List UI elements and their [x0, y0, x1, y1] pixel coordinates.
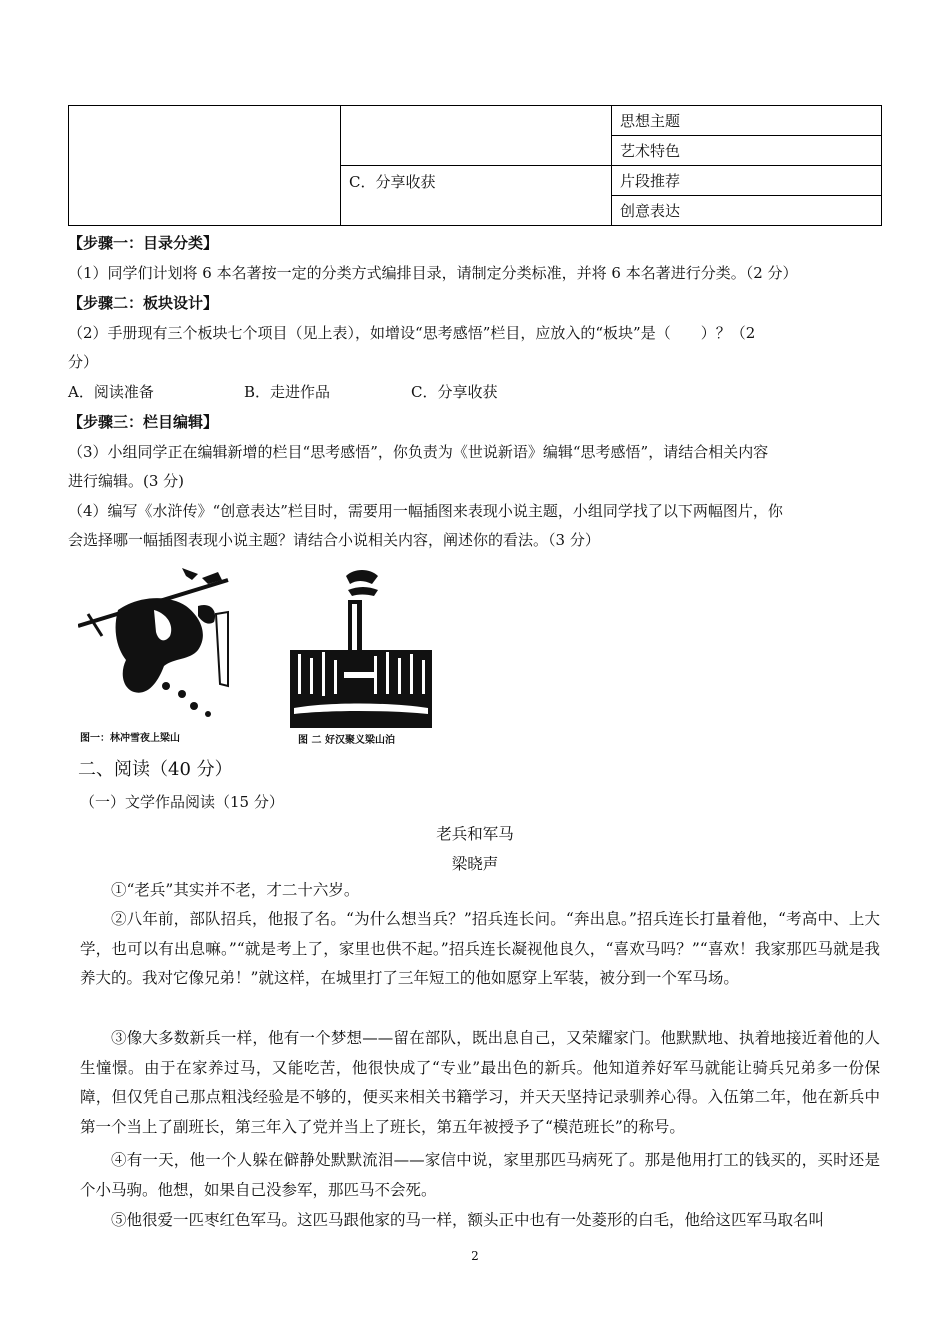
- caption-1: 图一：林冲雪夜上梁山: [80, 733, 180, 744]
- question-2-line1: （2）手册现有三个板块七个项目（见上表），如增设“思考感悟”栏目，应放入的“板块”是（ ）？（2: [68, 324, 756, 342]
- question-3-line1: （3）小组同学正在编辑新增的栏目“思考感悟”，你负责为《世说新语》编辑“思考感悟”，请结合相关内容: [68, 443, 769, 461]
- table-section-cell: [341, 106, 612, 166]
- paragraph-4: ④有一天，他一个人躲在僻静处默默流泪——家信中说，家里那匹马病死了。那是他用打工的钱买的，买时还是个小马驹。他想，如果自己没参军，那匹马不会死。: [80, 1151, 880, 1199]
- table-item-cell: 思想主题: [612, 106, 882, 136]
- step1-title: 【步骤一：目录分类】: [68, 234, 219, 252]
- article-author: 梁晓声: [451, 855, 499, 873]
- table-section-c: C．分享收获: [341, 166, 612, 226]
- paragraph-2: ②八年前，部队招兵，他报了名。“为什么想当兵？”招兵连长问。“奔出息。”招兵连长打量着他，“考高中、上大学，也可以有出息嘛。”“就是考上了，家里也供不起。”招兵连长凝视他良久，“喜欢马吗？”“喜欢！我家那匹马就是我养大的。我对它像兄弟！”就这样，在城里打了三年短工的他如愿穿上军装，被分到一个军马场。: [80, 910, 880, 987]
- table-empty-cell: [69, 106, 341, 226]
- option-b: B．走进作品: [244, 383, 331, 401]
- paragraph-3: ③像大多数新兵一样，他有一个梦想——留在部队，既出息自己，又荣耀家门。他默默地、执着地接近着他的人生憧憬。由于在家养过马，又能吃苦，他很快成了“专业”最出色的新兵。他知道养好军马就能让骑兵兄弟多一份保障，但仅凭自己那点粗浅经验是不够的，便买来相关书籍学习，并天天坚持记录驯养心得。入伍第二年，他在新兵中第一个当上了副班长，第三年入了党并当上了班长，第五年被授予了“模范班长”的称号。: [80, 1029, 880, 1136]
- question-4-line2: 会选择哪一幅插图表现小说主题？请结合小说相关内容，阐述你的看法。（3 分）: [68, 531, 600, 549]
- table-item-cell: 创意表达: [612, 196, 882, 226]
- section-title: 二、阅读（40 分）: [78, 759, 233, 780]
- caption-2: 图 二 好汉聚义梁山泊: [298, 735, 395, 746]
- table-item-cell: 片段推荐: [612, 166, 882, 196]
- article-title: 老兵和军马: [436, 825, 514, 843]
- option-a: A．阅读准备: [68, 383, 154, 401]
- paragraph-1: ①“老兵”其实并不老，才二十六岁。: [111, 881, 360, 899]
- page-number: 2: [471, 1249, 479, 1263]
- paragraph-5: ⑤他很爱一匹枣红色军马。这匹马跟他家的马一样，额头正中也有一处菱形的白毛，他给这匹军马取名叫: [111, 1211, 825, 1229]
- plan-table: [68, 105, 882, 226]
- question-4-line1: （4）编写《水浒传》“创意表达”栏目时，需要用一幅插图来表现小说主题，小组同学找了以下两幅图片，你: [68, 502, 783, 520]
- question-1: （1）同学们计划将 6 本名著按一定的分类方式编排目录，请制定分类标准，并将 6 本名著进行分类。（2 分）: [68, 264, 798, 282]
- illustration-lin-chong: [78, 566, 230, 728]
- question-2-line2: 分）: [68, 353, 99, 371]
- table-item-cell: 艺术特色: [612, 136, 882, 166]
- option-c: C．分享收获: [411, 383, 498, 401]
- illustration-liangshan: [288, 568, 434, 730]
- step2-title: 【步骤二：板块设计】: [68, 294, 219, 312]
- question-3-line2: 进行编辑。(3 分): [68, 472, 185, 490]
- step3-title: 【步骤三：栏目编辑】: [68, 413, 219, 431]
- sub-title: （一）文学作品阅读（15 分）: [80, 793, 284, 811]
